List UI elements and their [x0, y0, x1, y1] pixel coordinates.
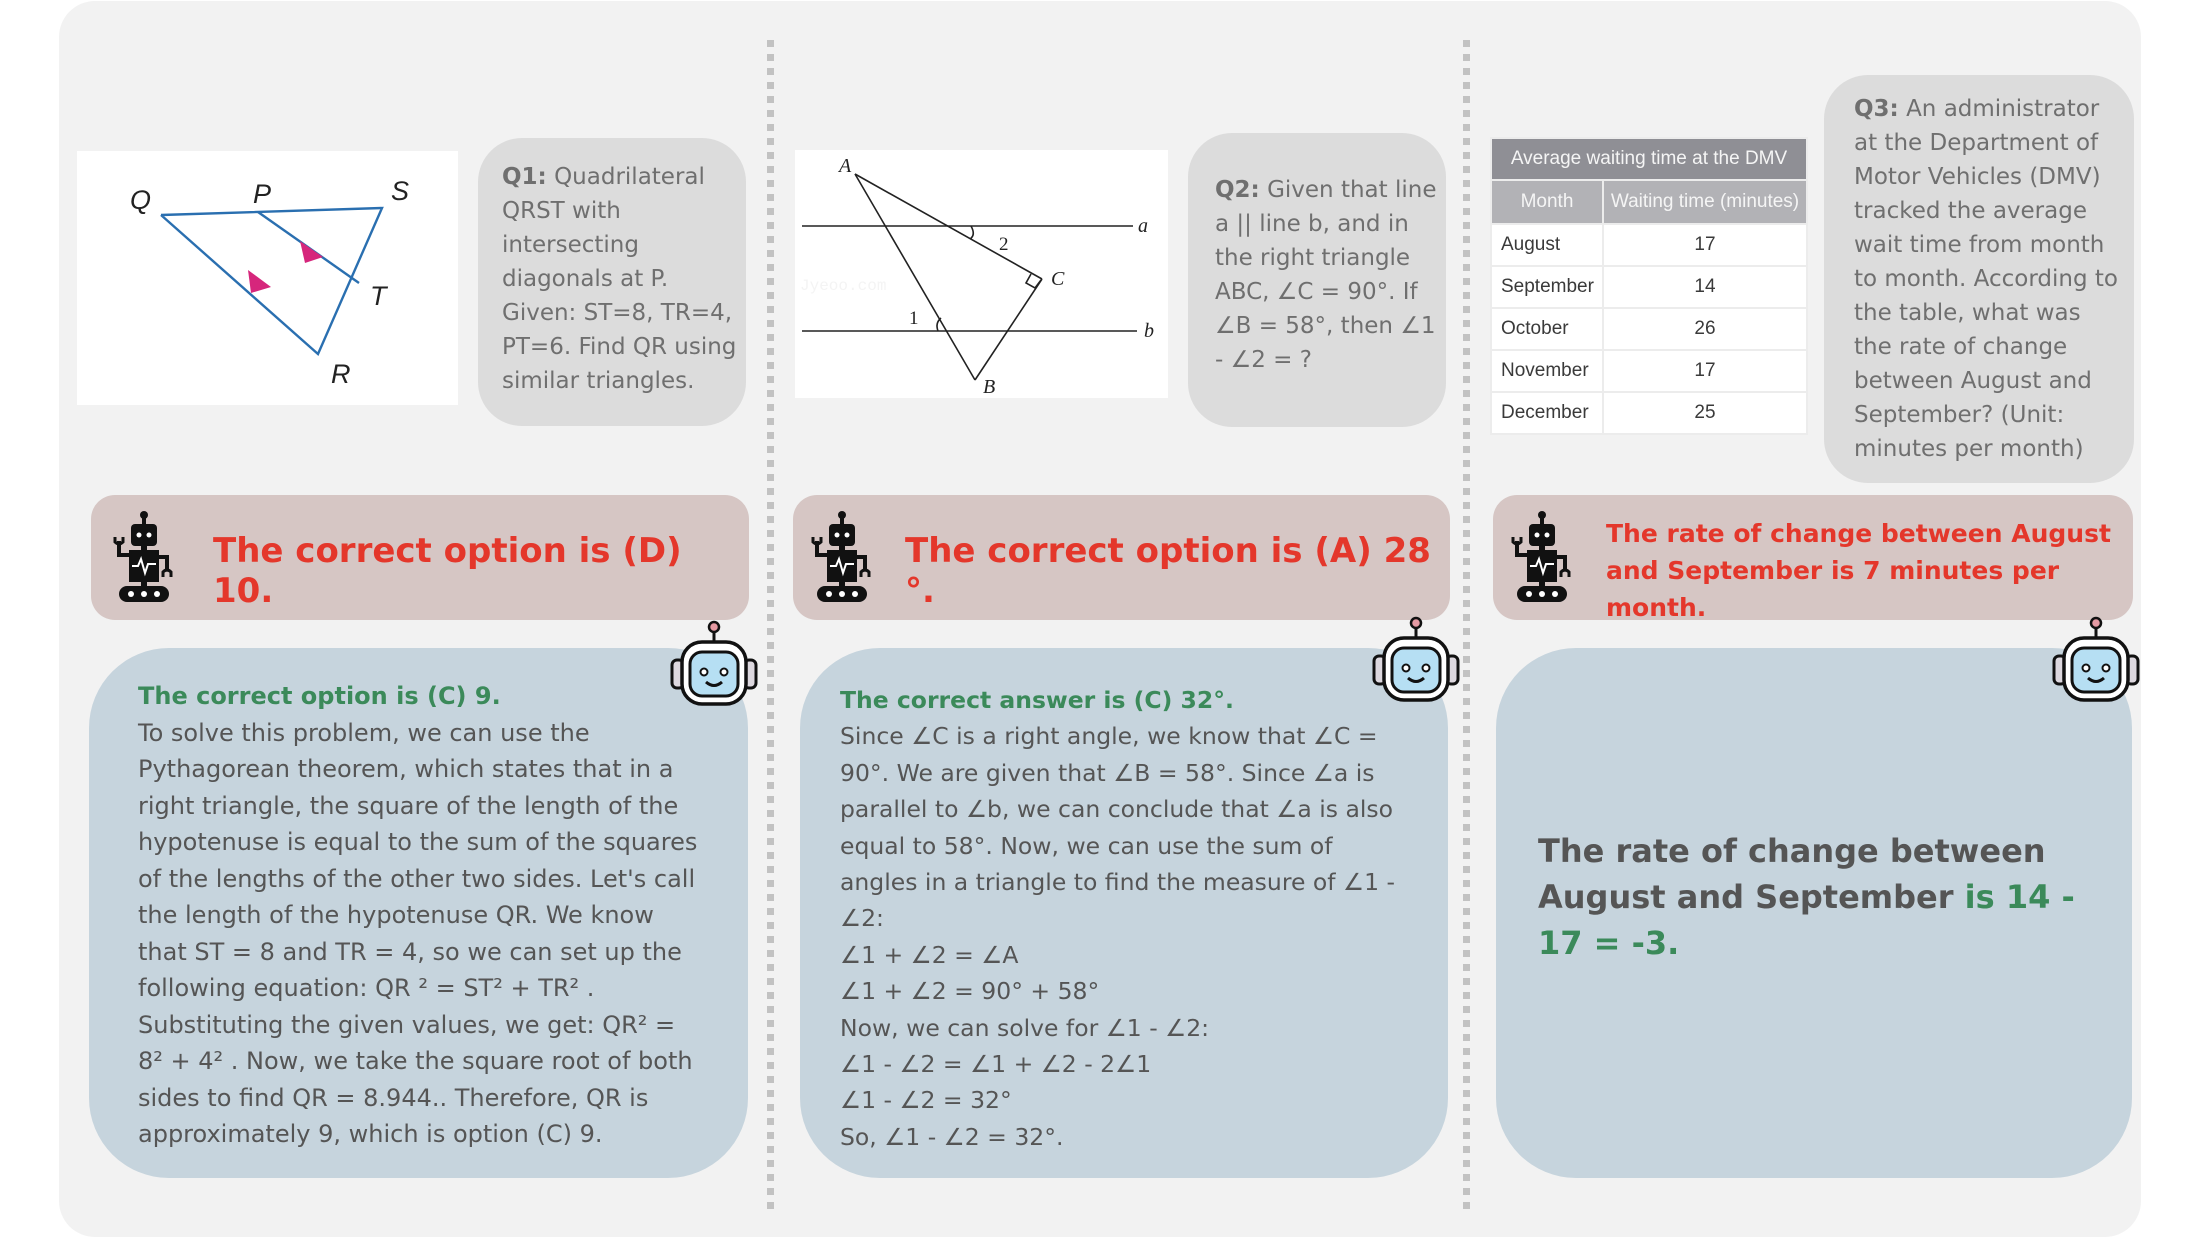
reply-line: sides to find QR = 8.944.. Therefore, QR is: [138, 1083, 649, 1112]
reply-line: right triangle, the square of the length of the: [138, 791, 679, 820]
q1-answer-bar: [91, 495, 749, 620]
dmv-table-figure: [1490, 137, 1808, 435]
month-cell: November: [1491, 350, 1603, 392]
table-row: [1491, 308, 1807, 350]
answer-text: The correct option is (D) 10.: [213, 531, 682, 611]
reply-line: of the lengths of the other two sides. Let's call: [138, 864, 696, 893]
svg-text:a: a: [1138, 215, 1148, 237]
month-cell: August: [1491, 224, 1603, 266]
reply-line: parallel to ∠b, we can conclude that ∠a is also: [840, 795, 1394, 824]
reply-line: Now, we can solve for ∠1 - ∠2:: [840, 1013, 1210, 1042]
svg-text:A: A: [839, 155, 852, 177]
reply-line: angles in a triangle to find the measure of ∠1 -: [840, 868, 1395, 897]
reply-line: ∠1 + ∠2 = ∠A: [840, 940, 1019, 969]
value-cell: 25: [1603, 392, 1807, 434]
answer-text: The correct option is (A) 28 °.: [905, 531, 1431, 611]
reply-line: 8² + 4² . Now, we take the square root of both: [138, 1047, 693, 1075]
value-cell: 26: [1603, 308, 1807, 350]
month-cell: December: [1491, 392, 1603, 434]
robot-icon: [809, 509, 875, 605]
q2-question-bubble: [1188, 133, 1446, 427]
question-prefix: Q1:: [502, 164, 547, 190]
q2-answer-bar: [793, 495, 1450, 620]
chatbot-face-icon: [1370, 616, 1462, 708]
q2-reply-bubble: [800, 648, 1448, 1178]
svg-text:B: B: [983, 376, 996, 398]
svg-text:1: 1: [909, 308, 919, 329]
question-text: Quadrilateral QRST with intersecting diagonals at P. Given: ST=8, TR=4, PT=6. Find QR using similar triangles.: [502, 164, 737, 394]
reply-line: the length of the hypotenuse QR. We know: [138, 901, 654, 929]
question-prefix: Q3:: [1854, 96, 1899, 122]
value-cell: 17: [1603, 350, 1807, 392]
reply-line: Substituting the given values, we get: QR² =: [138, 1010, 676, 1039]
reply-line: Pythagorean theorem, which states that in a: [138, 755, 674, 783]
svg-text:Q: Q: [130, 185, 152, 215]
q3-reply-bubble: [1496, 648, 2132, 1178]
column-header: Month: [1491, 180, 1603, 224]
reply-line: Since ∠C is a right angle, we know that ∠C =: [840, 722, 1378, 751]
question-text: Given that line a || line b, and in the right triangle ABC, ∠C = 90°. If ∠B = 58°, then ∠1 - ∠2 = ?: [1215, 177, 1437, 373]
svg-text:2: 2: [999, 234, 1009, 255]
svg-text:C: C: [1051, 268, 1065, 290]
reply-line: To solve this problem, we can use the: [138, 718, 590, 747]
reply-line: ∠1 - ∠2 = 32°: [840, 1086, 1012, 1115]
table-row: [1491, 224, 1807, 266]
svg-text:S: S: [391, 176, 410, 206]
reply-line: ∠1 - ∠2 = ∠1 + ∠2 - 2∠1: [840, 1050, 1152, 1079]
reply-text: The rate of change between August and September: [1538, 832, 2046, 916]
reply-result: is 14 - 17 = -3.: [1538, 878, 2075, 962]
svg-text:P: P: [253, 179, 272, 209]
reply-line: ∠1 + ∠2 = 90° + 58°: [840, 977, 1100, 1006]
table-title: Average waiting time at the DMV: [1491, 138, 1807, 180]
dmv-table: [1490, 137, 1808, 435]
column-divider: [1463, 40, 1470, 1210]
svg-text:Jyeoo.com: Jyeoo.com: [800, 277, 887, 295]
svg-text:R: R: [331, 359, 351, 389]
column-header: Waiting time (minutes): [1603, 180, 1807, 224]
q1-geometry-figure: [77, 151, 458, 405]
reply-headline: The correct option is (C) 9.: [138, 682, 501, 710]
table-row: [1491, 392, 1807, 434]
month-cell: September: [1491, 266, 1603, 308]
q1-question-bubble: [478, 138, 746, 426]
reply-line: ∠2:: [840, 904, 884, 933]
reply-headline: The correct answer is (C) 32°.: [840, 686, 1234, 714]
value-cell: 14: [1603, 266, 1807, 308]
svg-text:T: T: [370, 281, 387, 311]
reply-line: following equation: QR ² = ST² + TR² .: [138, 974, 595, 1002]
column-divider: [767, 40, 774, 1210]
reply-line: equal to 58°. Now, we can use the sum of: [840, 831, 1333, 860]
answer-text: The rate of change between August and September is 7 minutes per month.: [1606, 519, 2111, 622]
question-text: An administrator at the Department of Motor Vehicles (DMV) tracked the average wait time from month to month. According to the table, what was the rate of change between August and September? (Unit: minutes per month): [1854, 96, 2118, 462]
svg-text:b: b: [1144, 320, 1154, 342]
q2-geometry-figure: [795, 150, 1168, 398]
chatbot-face-icon: [2050, 616, 2142, 708]
q1-reply-bubble: [89, 648, 748, 1178]
table-row: [1491, 266, 1807, 308]
value-cell: 17: [1603, 224, 1807, 266]
table-row: [1491, 350, 1807, 392]
reply-line: approximately 9, which is option (C) 9.: [138, 1120, 603, 1148]
q3-question-bubble: [1824, 75, 2134, 483]
q3-answer-bar: [1493, 495, 2133, 620]
reply-line: that ST = 8 and TR = 4, so we can set up the: [138, 937, 682, 966]
reply-line: So, ∠1 - ∠2 = 32°.: [840, 1122, 1064, 1151]
robot-icon: [1509, 509, 1575, 605]
reply-line: hypotenuse is equal to the sum of the squares: [138, 828, 698, 856]
chatbot-face-icon: [668, 620, 760, 712]
question-prefix: Q2:: [1215, 177, 1260, 203]
reply-line: 90°. We are given that ∠B = 58°. Since ∠a is: [840, 758, 1375, 787]
robot-icon: [111, 509, 177, 605]
month-cell: October: [1491, 308, 1603, 350]
